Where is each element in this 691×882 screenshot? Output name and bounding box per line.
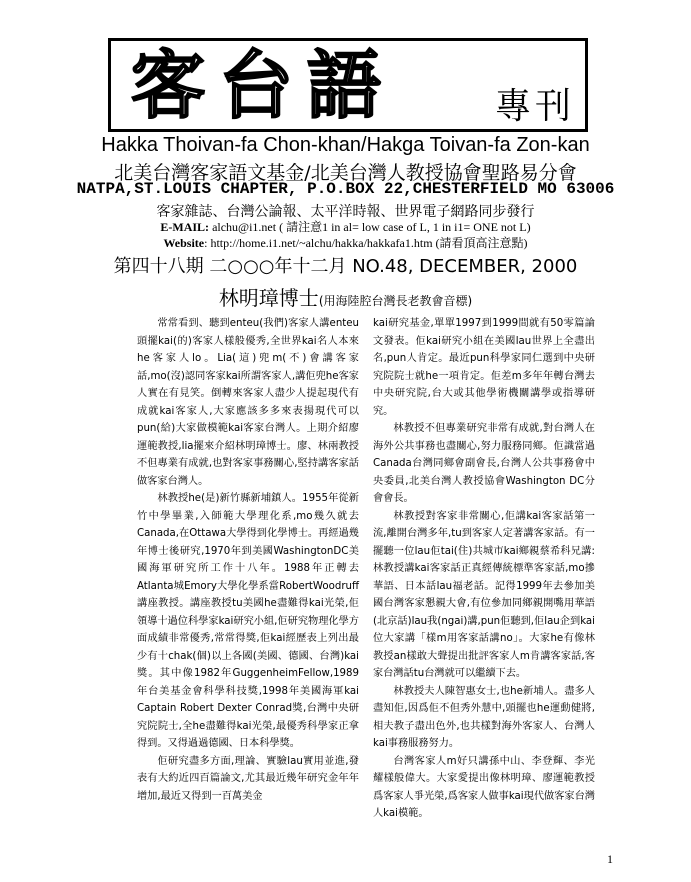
paragraph: 林教授夫人陳智惠女士,也he新埔人。盡多人盡知佢,因爲佢不但秀外慧中,頭擺也he運動健將,相夫教子盡出色外,也共樣對海外客家人、台灣人kai事務服務努力。 bbox=[373, 685, 595, 749]
masthead-subtitle: 專刊 bbox=[494, 86, 575, 127]
distribution-line: 客家雜誌、台灣公論報、太平洋時報、世界電子網路同步發行 bbox=[156, 204, 535, 220]
paragraph: 台灣客家人m好只講孫中山、李登輝、李光耀樣般偉大。大家愛提出像林明璋、廖運範教授爲客家人爭光榮,爲客家人做事kai現代做客家台灣人kai模範。 bbox=[373, 755, 595, 819]
byline bbox=[0, 282, 691, 311]
masthead-title: 客台語 bbox=[131, 43, 395, 129]
email-line bbox=[0, 218, 691, 235]
paragraph: kai研究基金,單單1997到1999間就有50零篇論文發表。佢kai研究小組在美國lau世界上全盡出名,pun人肯定。最近pun科學家同仁選到中央研究院院士就he一項肯定。佢差m多年年轉台灣去中央研究院,台大或其他學術機關講學或指導研究。 bbox=[373, 318, 595, 417]
publisher-line: 北美台灣客家語文基金/北美台灣人教授協會聖路易分會 bbox=[114, 162, 577, 184]
website-line bbox=[0, 234, 691, 251]
author-note: (用海陸腔台灣長老教會音標) bbox=[318, 294, 473, 308]
paragraph: 常常看到、聽到enteu(我們)客家人講enteu頭擺kai(的)客家人樣般優秀,全世界kai名人本來he客家人lo。Lia(這)兜m(不)會講客家話,mo(沒)認同客家kai所謂客家人,講佢兜he客家人實在有見笑。倒轉來客家人盡少人提起現代有成就kai客家人,大家應該多多來表揚現代可以pun(給)大家做模範kai客家台灣人。上期介紹廖運範教授,lia擺來介紹林明璋博士。廖、林兩教授不但專業有成就,也對客家事務關心,堅持講客家話做客家台灣人。 bbox=[137, 318, 359, 487]
paragraph: 林教授he(是)新竹縣新埔鎮人。1955年從新竹中學畢業,入師範大學理化系,mo幾久就去Canada,在Ottawa大學得到化學博士。再經過幾年博士後研究,1970年到美國WashingtonDC美國海軍研究所工作十八年。1988年正轉去Atlanta城Emory大學化學系當RobertWoodruff講座教授。講座教授tu美國he盡難得kai光榮,佢領導十過位科學家kai研究小組,佢研究物理化學方面成績非常優秀,常常得獎,佢kai經歷表上列出最少有十chak(個)以上各國(美國、德國、台灣)kai獎。其中像1982年GuggenheimFellow,1989年台美基金會科學科技獎,1998年美國海軍kai Captain Robert Dexter Conrad獎,台灣中央研究院院士,全he盡難得kai光榮,最優秀科學家正拿得到。又得過過德國、日本科學獎。 bbox=[137, 493, 359, 749]
article-column-left bbox=[137, 315, 359, 805]
issue-line: 第四十八期 二○○○年十二月 NO.48, DECEMBER, 2000 bbox=[113, 256, 578, 277]
author-name: 林明璋博士 bbox=[218, 286, 319, 310]
paragraph: 林教授不但專業研究非常有成就,對台灣人在海外公共事務也盡關心,努力服務同鄉。佢識當過Canada台灣同鄉會副會長,台灣人公共事務會中央委員,北美台灣人教授協會Washington DC分會會長。 bbox=[373, 423, 595, 504]
address-line: NATPA,ST.LOUIS CHAPTER, P.O.BOX 22,CHESTERFIELD MO 63006 bbox=[76, 180, 615, 198]
email-text: alchu@i1.net ( 請注意1 in al= low case of L, 1 in i1= ONE not L) bbox=[209, 220, 531, 234]
paragraph: 佢研究盡多方面,理論、實驗lau實用並進,發表有大約近四百篇論文,尤其最近幾年研究金年年增加,最近又得到一百萬美金 bbox=[137, 755, 359, 802]
paragraph: 林教授對客家非常關心,佢講kai客家話第一流,離開台灣多年,tu到客家人定著講客家話。有一擺聽一位lau佢tai(住)共城市kai鄉親蔡希科兄講:林教授講kai客家話正真經傳統標準客家話,mo摻華語、日本話lau福老話。記得1999年去參加美國台灣客家懇親大會,有位參加同鄉親開嘴用華語(北京話)lau我(ngai)講,pun佢聽到,佢lau企到kai位大家講「樣m用客家話講no」。大家he有像林教授an樣敢大聲提出批評客家人m肯講客家話,客家台灣話tu台灣就可以繼續下去。 bbox=[373, 510, 595, 679]
website-text: : http://home.i1.net/~alchu/hakka/hakkafa1.htm (請看頂高注意點) bbox=[204, 236, 528, 250]
romanized-title: Hakka Thoivan-fa Chon-khan/Hakga Toivan-fa Zon-kan bbox=[101, 134, 590, 156]
email-label: E-MAIL: bbox=[160, 220, 210, 234]
article-column-right bbox=[373, 315, 595, 823]
website-label: Website bbox=[163, 236, 205, 250]
page-number: 1 bbox=[607, 852, 613, 866]
masthead bbox=[108, 38, 588, 132]
